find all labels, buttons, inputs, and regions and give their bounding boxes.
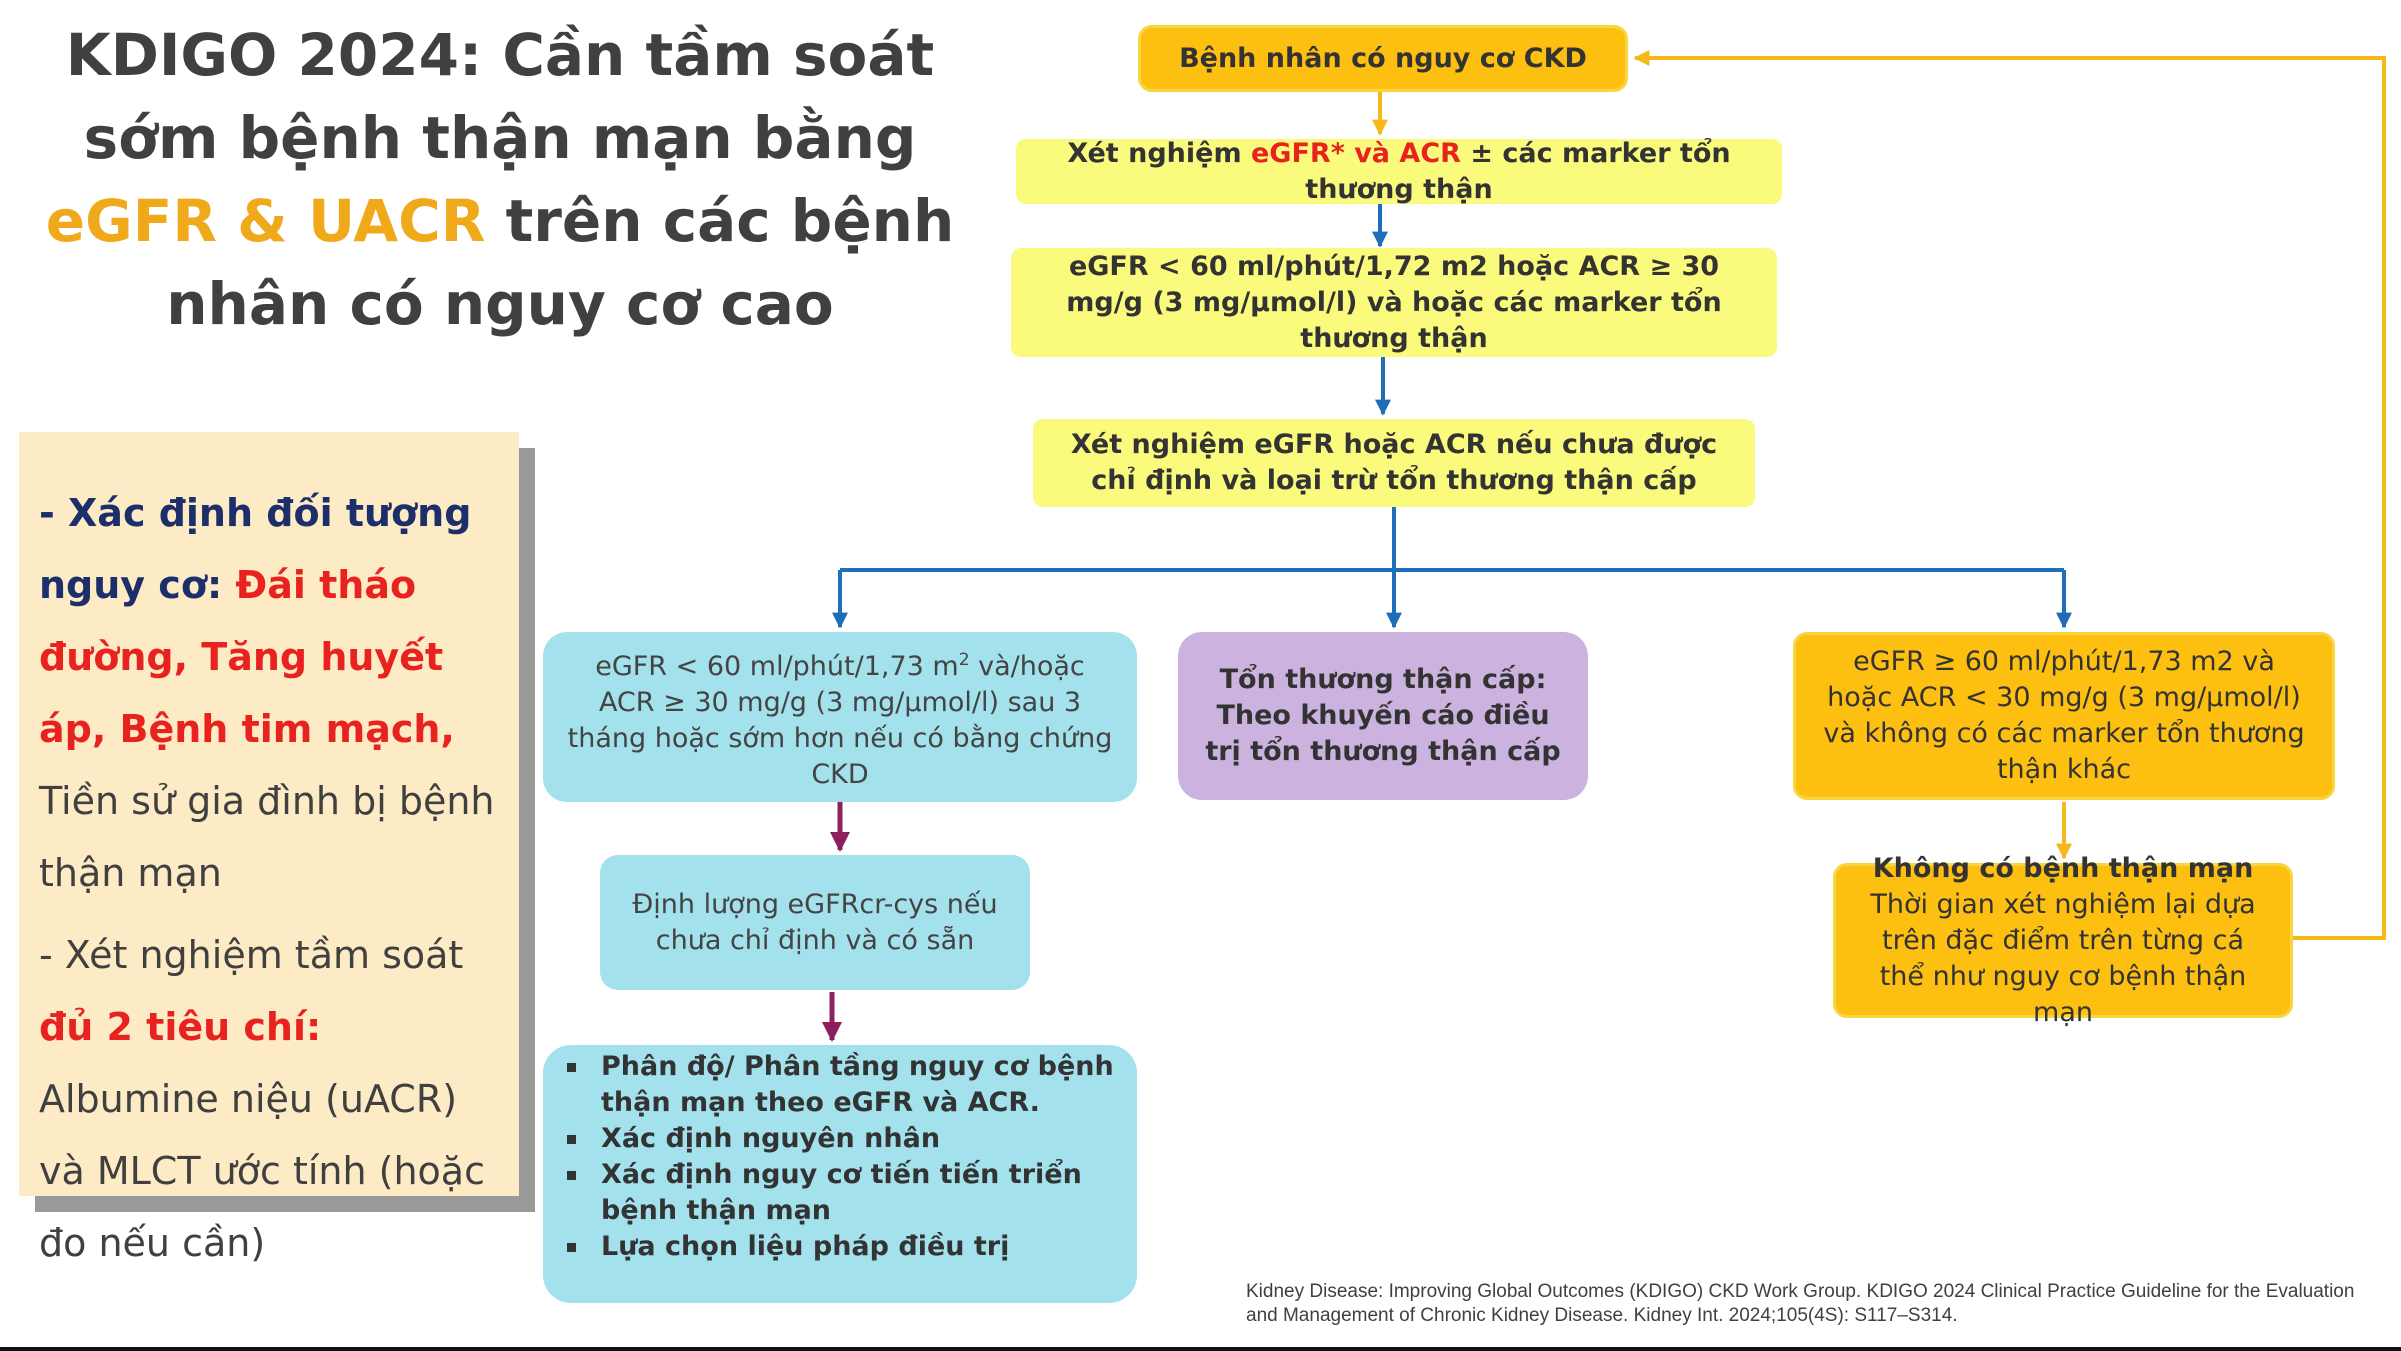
node-ckd-risk-patient — [1138, 25, 1628, 92]
list-item: Xác định nguy cơ tiến tiến triển bệnh thận mạn — [565, 1157, 1117, 1229]
node-acute-kidney-injury-label: Tổn thương thận cấp: Theo khuyến cáo điều trị tổn thương thận cấp — [1205, 664, 1561, 767]
node-no-ckd — [1833, 852, 2293, 1028]
node-confirm-ckd-label: eGFR < 60 ml/phút/1,73 $m^2$ và/hoặc ACR ≥ 30 mg/g (3 mg/µmol/l) sau 3 tháng hoặc sớm hơn nếu có bằng chứng CKD — [567, 649, 1113, 790]
node-egfr-cys-label: Định lượng eGFRcr-cys nếu chưa chỉ định và có sẵn — [632, 888, 998, 956]
node-retest-label: Xét nghiệm eGFR hoặc ACR nếu chưa được chỉ định và loại trừ tổn thương thận cấp — [1070, 429, 1718, 496]
node-ckd-management — [543, 1045, 1137, 1303]
node-acute-kidney-injury — [1178, 632, 1588, 800]
note-screening-criteria: đủ 2 tiêu chí: — [39, 1005, 322, 1049]
node-no-ckd-body: Thời gian xét nghiệm lại dựa trên đặc điểm trên từng cá thể như nguy cơ bệnh thận mạn — [1870, 888, 2256, 1028]
note-risk-label: - Xác định đối tượng nguy cơ: — [39, 491, 472, 607]
bottom-divider — [0, 1347, 2401, 1351]
initial-tests-highlight: eGFR* và ACR — [1250, 137, 1461, 169]
title-text-end: trên các bệnh nhân có nguy cơ cao — [166, 187, 955, 338]
list-item: Xác định nguyên nhân — [565, 1121, 1117, 1157]
node-normal-results — [1793, 632, 2335, 800]
node-abnormal-criteria — [1011, 248, 1777, 357]
note-screening-label: - Xét nghiệm tầm soát — [39, 933, 464, 977]
node-egfr-cys — [600, 855, 1030, 990]
node-abnormal-criteria-label: eGFR < 60 ml/phút/1,72 m2 hoặc ACR ≥ 30 mg/g (3 mg/µmol/l) và hoặc các marker tổn thương thận — [1066, 250, 1722, 354]
title-text: KDIGO 2024: Cần tầm soát sớm bệnh thận mạn bằng — [65, 21, 935, 172]
node-confirm-ckd — [543, 632, 1137, 802]
node-normal-results-label: eGFR ≥ 60 ml/phút/1,73 m2 và hoặc ACR < 30 mg/g (3 mg/µmol/l) và không có các marker tổn thương thận khác — [1823, 646, 2305, 785]
node-ckd-risk-patient-label: Bệnh nhân có nguy cơ CKD — [1179, 42, 1587, 74]
management-list — [565, 1049, 1117, 1265]
citation: Kidney Disease: Improving Global Outcomes (KDIGO) CKD Work Group. KDIGO 2024 Clinical Practice Guideline for the Evaluation and Management of Chronic Kidney Disease. Kidney Int. 2024;105(4S): S117–S314. — [1246, 1281, 2355, 1326]
note-risk-diseases: Đái tháo đường, Tăng huyết áp, Bệnh tim mạch, — [39, 563, 455, 751]
list-item: Phân độ/ Phân tầng nguy cơ bệnh thận mạn theo eGFR và ACR. — [565, 1049, 1117, 1121]
note-risk-family: Tiền sử gia đình bị bệnh thận mạn — [39, 779, 495, 895]
node-initial-tests-label: Xét nghiệm eGFR* và ACR ± các marker tổn thương thận — [1067, 137, 1731, 205]
node-retest — [1033, 419, 1755, 507]
title-highlight: eGFR & UACR — [45, 187, 486, 255]
node-no-ckd-title: Không có bệnh thận mạn — [1872, 852, 2254, 884]
list-item: Lựa chọn liệu pháp điều trị — [565, 1229, 1117, 1265]
node-initial-tests — [1016, 139, 1782, 204]
note-screening-tests: Albumine niệu (uACR) và MLCT ước tính (hoặc đo nếu cần) — [39, 1077, 485, 1265]
